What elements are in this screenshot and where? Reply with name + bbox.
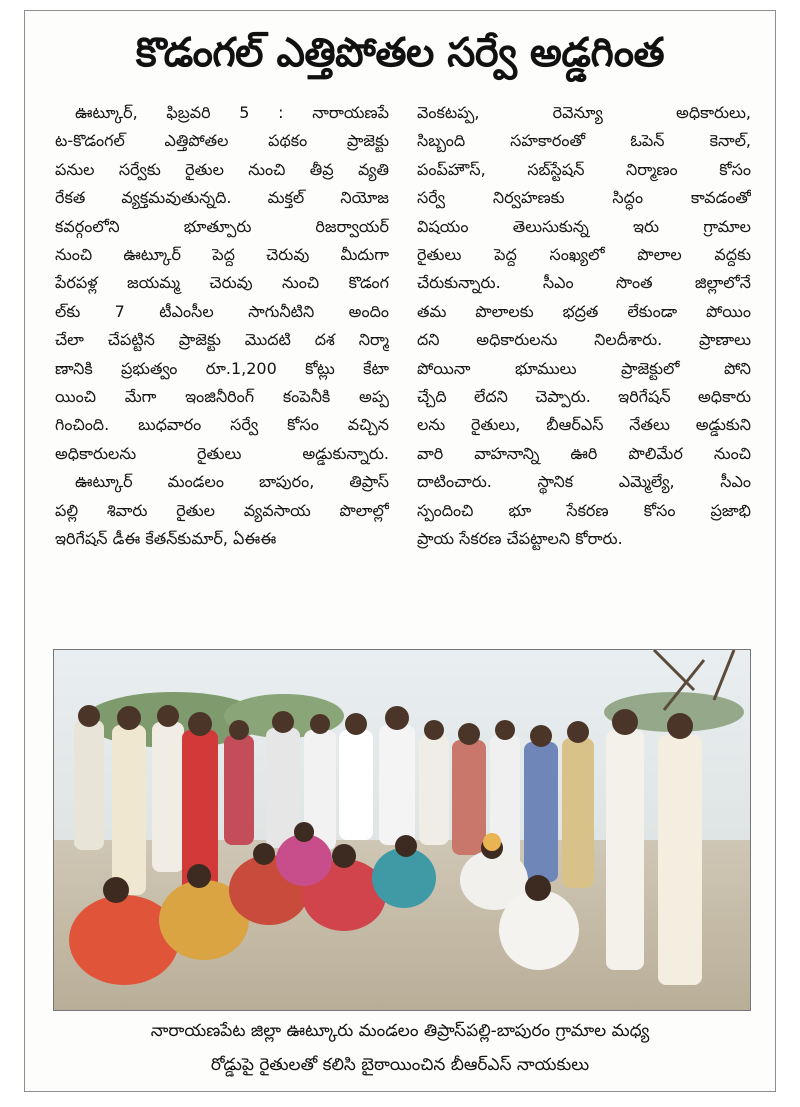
newspaper-clipping xyxy=(24,10,776,1092)
article-line: యించి మేగా ఇంజినీరింగ్ కంపెనీకి అప్ప xyxy=(55,387,389,407)
article-line: గించింది. బుధవారం సర్వే కోసం వచ్చిన xyxy=(55,415,389,435)
article-line: పేరపళ్ల జయమ్మ చెరువు నుంచి కొడంగ xyxy=(55,273,389,293)
article-line: దని అధికారులను నిలదీశారు. ప్రాణాలు xyxy=(417,330,751,350)
article-line: ప్రాయ సేకరణ చేపట్టాలని కోరారు. xyxy=(417,529,623,549)
article-line: దాటించారు. స్థానిక ఎమ్మెల్యే, సీఎం xyxy=(417,472,751,492)
article-line: తమ పొలాలకు భద్రత లేకుండా పోయిం xyxy=(417,301,751,321)
photo-farmers-protest xyxy=(54,650,750,1010)
photo-caption xyxy=(25,1014,775,1082)
article-line: ఇరిగేషన్ డీఈ కేతన్‌కుమార్, ఏఈఈ xyxy=(55,529,277,549)
article-line: అధికారులను రైతులు అడ్డుకున్నారు. xyxy=(55,443,389,463)
article-line: పంప్‌హౌస్, సబ్‌స్టేషన్ నిర్మాణం కోసం xyxy=(417,159,751,179)
article-line: ణానికి ప్రభుత్వం రూ.1,200 కోట్లు కేటా xyxy=(55,358,389,378)
article-line: వారి వాహనాన్ని ఊరి పొలిమేర నుంచి xyxy=(417,443,751,463)
article-line: లను రైతులు, బీఆర్‌ఎస్ నేతలు అడ్డుకుని xyxy=(417,415,751,435)
article-line: ల్‌కు 7 టీఎంసీల సాగునీటిని అందిం xyxy=(55,301,389,321)
article-line: సిబ్బంది సహకారంతో ఓపెన్ కెనాల్, xyxy=(417,131,751,151)
article-line: వెంకటప్ప, రెవెన్యూ అధికారులు, xyxy=(417,103,751,122)
article-line: చేలా చేపట్టిన ప్రాజెక్టు మొదటి దశ నిర్మా xyxy=(55,330,389,350)
article-line: పనుల సర్వేకు రైతుల నుంచి తీవ్ర వ్యతి xyxy=(55,159,389,179)
article-line: రేకత వ్యక్తమవుతున్నది. మక్తల్ నియోజ xyxy=(55,188,389,208)
headline: కొడంగల్ ఎత్తిపోతల సర్వే అడ్డగింత xyxy=(135,30,665,76)
article-line: సర్వే నిర్వహణకు సిద్ధం కావడంతో xyxy=(417,188,751,208)
article-line: చ్చేది లేదని చెప్పారు. ఇరిగేషన్ అధికారు xyxy=(417,387,751,407)
caption-line-1: నారాయణపేట జిల్లా ఊట్కూరు మండలం తిప్రాస్‌పల్లి-బాపురం గ్రామాల మధ్య xyxy=(150,1021,650,1041)
article-line: పోయినా భూములు ప్రాజెక్టులో పోని xyxy=(417,358,751,378)
article-line: చేరుకున్నారు. సీఎం సొంత జిల్లాలోనే xyxy=(417,273,751,293)
article-line: పల్లి శివారు రైతుల వ్యవసాయ పొలాల్లో xyxy=(55,500,389,520)
caption-line-2: రోడ్డుపై రైతులతో కలిసి బైఠాయించిన బీఆర్‌ఎస్ నాయకులు xyxy=(210,1055,590,1075)
article-line: ఊట్కూర్, ఫిబ్రవరి 5 : నారాయణపే xyxy=(75,103,389,122)
article-line: ట-కొడంగల్ ఎత్తిపోతల పథకం ప్రాజెక్టు xyxy=(55,131,389,151)
news-photo xyxy=(53,649,751,1011)
article-line: స్పందించి భూ సేకరణ కోసం ప్రజాభి xyxy=(417,500,751,520)
article-line: విషయం తెలుసుకున్న ఇరు గ్రామాల xyxy=(417,216,751,236)
article-column-left xyxy=(55,99,389,554)
article-line: కవర్గంలోని భూత్పూరు రిజర్వాయర్ xyxy=(55,216,389,236)
article-column-right xyxy=(417,99,751,554)
article-line: ఊట్కూర్ మండలం బాపురం, తిప్రాస్ xyxy=(75,472,389,492)
article-line: రైతులు పెద్ద సంఖ్యలో పొలాల వద్దకు xyxy=(417,245,751,265)
article-line: నుంచి ఊట్కూర్ పెద్ద చెరువు మీదుగా xyxy=(55,245,389,265)
